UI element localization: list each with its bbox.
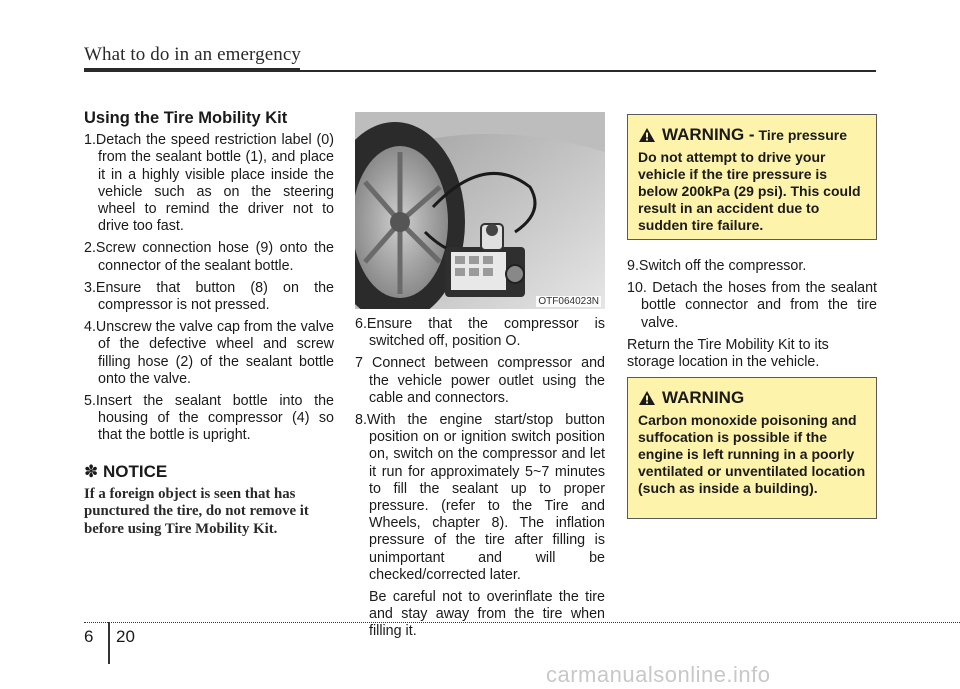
closing-text: Return the Tire Mobility Kit to its storage location in the vehicle.: [627, 336, 829, 371]
warning-label: WARNING -: [662, 125, 755, 144]
steps-list-1-5: [84, 132, 334, 444]
warning-box-carbon-monoxide: [627, 377, 877, 519]
steps-list-6-8: [355, 316, 605, 641]
footer-divider: [108, 622, 110, 664]
warning-header: [638, 125, 866, 145]
watermark: carmanualsonline.info: [546, 662, 771, 687]
left-column: [84, 110, 334, 539]
warning-header: [638, 388, 866, 408]
notice-body: If a foreign object is seen that has punctured the tire, do not remove it before using Tire Mobility Kit.: [84, 485, 309, 538]
page-header-title: What to do in an emergency: [84, 44, 301, 65]
step-10: 10. Detach the hoses from the sealant bottle connector and from the tire valve.: [627, 280, 877, 331]
warning-triangle-icon: [638, 127, 656, 143]
middle-column: [355, 316, 605, 646]
steps-list-9-10: [627, 258, 877, 332]
warning-label: WARNING: [662, 388, 745, 407]
notice-heading: ✽ NOTICE: [84, 461, 168, 481]
header-rule-thick: [84, 68, 300, 72]
warning-sublabel: Tire pressure: [758, 127, 848, 143]
step-3: 3.Ensure that button (8) on the compressor is not pressed.: [84, 279, 334, 314]
step-9: 9.Switch off the compressor.: [627, 258, 807, 274]
footer-dotted-rule: [84, 622, 960, 623]
step-4: 4.Unscrew the valve cap from the valve of the defective wheel and screw filling hose (2) of the sealant bottle onto the valve.: [84, 319, 334, 387]
warning-body: Do not attempt to drive your vehicle if the tire pressure is below 200kPa (29 psi). This could result in an accident due to sudden tire failure.: [638, 149, 861, 233]
figure-code: OTF064023N: [538, 296, 599, 307]
tire-kit-illustration: [355, 112, 605, 309]
section-number: 6: [84, 627, 94, 646]
section-heading: Using the Tire Mobility Kit: [84, 109, 288, 127]
header-rule-thin: [300, 70, 876, 72]
step-6: 6.Ensure that the compressor is switched off, position O.: [355, 316, 605, 350]
warning-body: Carbon monoxide poisoning and suffocation is possible if the engine is left running in a poorly ventilated or unventilated location (such as inside a building).: [638, 412, 866, 496]
step-1: 1.Detach the speed restriction label (0) from the sealant bottle (1), and place it in a highly visible place inside the vehicle such as on the steering wheel to remind the driver not to drive too fast.: [84, 132, 334, 235]
step-5: 5.Insert the sealant bottle into the housing of the compressor (4) so that the bottle is upright.: [84, 393, 334, 444]
step-8: 8.With the engine start/stop button position on or ignition switch position on, switch on the compressor and let it run for approximately 5~7 minutes to fill the sealant up to proper pressure. (refer to the Tire and Wheels, chapter 8). The inflation pressure of the tire after filling is unimportant and will be checked/corrected later.: [355, 412, 605, 583]
step-2: 2.Screw connection hose (9) onto the connector of the sealant bottle.: [84, 240, 334, 274]
tire-mobility-kit-photo: [355, 112, 605, 309]
step-8-note: Be careful not to overinflate the tire and stay away from the tire when filling it.: [369, 589, 605, 640]
page-number: 20: [116, 627, 135, 646]
warning-box-tire-pressure: [627, 114, 877, 240]
step-7: 7 Connect between compressor and the vehicle power outlet using the cable and connectors.: [355, 355, 605, 406]
warning-triangle-icon: [638, 390, 656, 406]
right-column: [627, 258, 877, 376]
